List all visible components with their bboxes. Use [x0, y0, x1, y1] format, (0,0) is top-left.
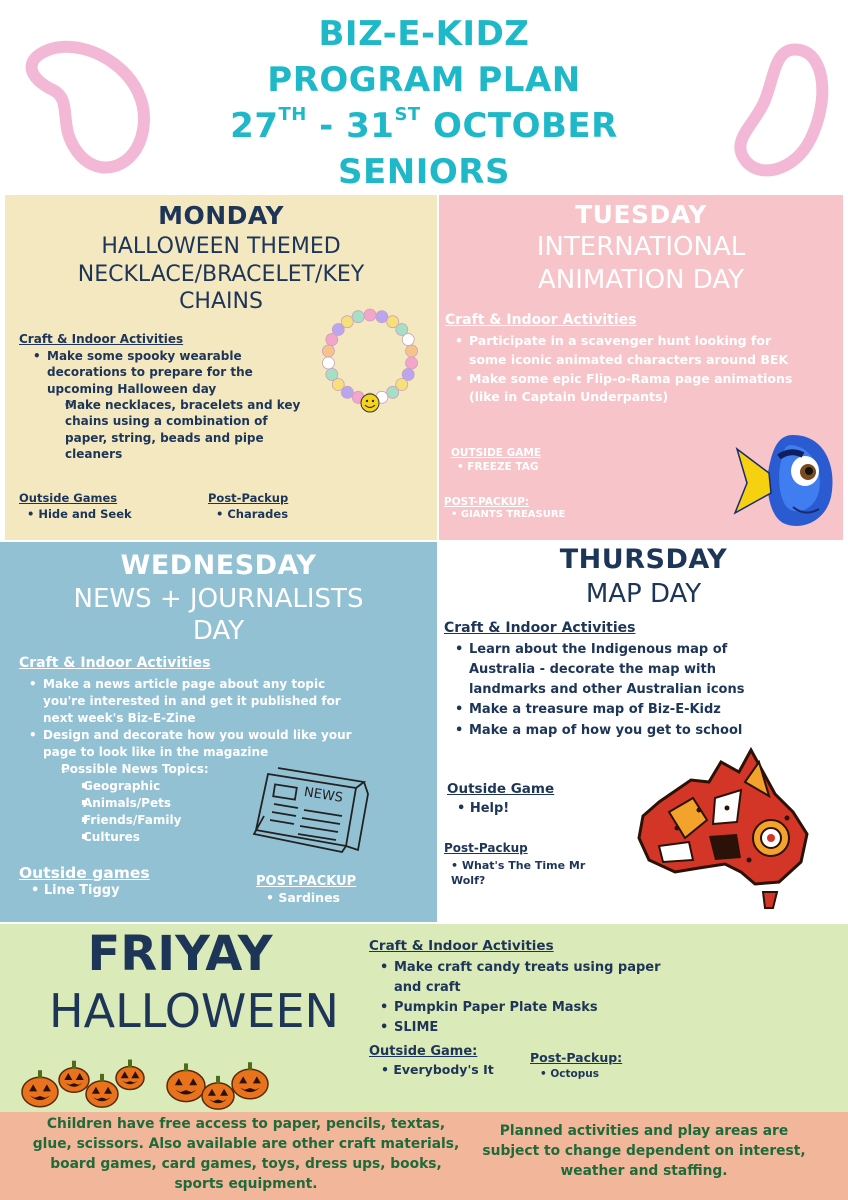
monday-theme-line: CHAINS: [179, 289, 263, 315]
monday-title: MONDAY: [158, 201, 284, 230]
bead-icon: [352, 311, 364, 323]
australia-map-icon: [629, 742, 819, 917]
bead-icon: [376, 311, 388, 323]
friday-title: FRIYAY: [87, 926, 273, 982]
date-start-suffix: TH: [278, 104, 307, 125]
wednesday-panel: [0, 542, 437, 922]
date-end: - 31: [306, 106, 395, 146]
header-group: SENIORS: [338, 152, 510, 192]
footer-access-note: Children have free access to paper, pencils, textas, glue, scissors. Also available are other craft materials, board games, card games, toys, dress ups, books, sports equipment.: [32, 1116, 460, 1192]
thursday-craft-list: [455, 640, 785, 741]
header-title: BIZ-E-KIDZ: [318, 14, 530, 54]
list-item: • Make a treasure map of Biz-E-Kidz: [455, 700, 785, 720]
thursday-outside-heading: Outside Game: [447, 781, 555, 797]
friday-theme: HALLOWEEN: [49, 984, 339, 1038]
bead-bracelet-icon: [317, 307, 423, 417]
bead-icon: [364, 309, 376, 321]
pumpkin-icon: [86, 1074, 118, 1107]
tuesday-craft-heading: Craft & Indoor Activities: [445, 312, 637, 328]
date-start: 27: [230, 106, 279, 146]
monday-panel: [5, 195, 437, 540]
thursday-theme: [439, 578, 848, 611]
pumpkin-icon: [202, 1076, 234, 1109]
monday-theme-line: NECKLACE/BRACELET/KEY: [77, 261, 365, 287]
bead-icon: [341, 316, 353, 328]
monday-theme-line: HALLOWEEN THEMED: [101, 234, 341, 259]
thursday-craft-heading: Craft & Indoor Activities: [444, 620, 636, 636]
pumpkin-icon: [167, 1063, 205, 1101]
tuesday-post-heading: POST-PACKUP:: [444, 496, 530, 508]
wednesday-post-heading: POST-PACKUP: [256, 874, 357, 889]
wednesday-outside-heading: Outside games: [19, 864, 150, 882]
date-end-suffix: ST: [394, 104, 421, 125]
list-item: • Make some epic Flip-o-Rama page animations (like in Captain Underpants): [455, 370, 795, 408]
wednesday-post-item: • Sardines: [266, 890, 340, 905]
monday-craft-heading: Craft & Indoor Activities: [19, 332, 184, 346]
monday-outside-heading: Outside Games: [19, 491, 118, 505]
friday-craft-list: [380, 958, 690, 1039]
list-item: • Make some spooky wearable decorations to prepare for the upcoming Halloween day: [33, 348, 313, 397]
pumpkin-icon: [116, 1060, 144, 1090]
thursday-post-heading: Post-Packup: [444, 841, 528, 855]
bead-icon: [326, 368, 338, 380]
tuesday-post-item: • GIANTS TREASURE: [451, 509, 565, 520]
tuesday-theme-line: INTERNATIONAL: [536, 232, 746, 262]
bead-icon: [322, 345, 334, 357]
pumpkin-icon: [232, 1062, 268, 1099]
bead-icon: [387, 386, 399, 398]
list-item: ○ Possible News Topics:: [29, 761, 359, 778]
thursday-title: THURSDAY: [559, 544, 728, 575]
list-item: • Make a map of how you get to school: [455, 721, 785, 741]
list-item: • Make a news article page about any topic you're interested in and get it published for next week's Biz-E-Zine: [29, 676, 359, 727]
list-item: • Participate in a scavenger hunt looking for some iconic animated characters around BEK: [455, 332, 795, 370]
footer: [0, 1112, 848, 1200]
tuesday-theme: [439, 231, 843, 297]
newspaper-label: NEWS: [302, 784, 344, 806]
monday-outside-item: • Hide and Seek: [27, 507, 132, 521]
bead-icon: [322, 357, 334, 369]
thursday-outside-item: • Help!: [457, 801, 509, 816]
tuesday-title: TUESDAY: [575, 200, 707, 229]
bead-icon: [402, 334, 414, 346]
thursday-theme-line: MAP DAY: [585, 579, 702, 609]
wednesday-theme-line: DAY: [192, 615, 245, 646]
friday-panel: [0, 924, 848, 1112]
monday-post-item: • Charades: [216, 507, 288, 521]
friday-post-item: • Octopus: [540, 1068, 599, 1080]
thursday-post-item: • What's The Time Mr Wolf?: [451, 858, 591, 889]
friday-outside-item: • Everybody's It: [381, 1062, 494, 1077]
friday-outside-heading: Outside Game:: [369, 1044, 478, 1059]
wednesday-title: WEDNESDAY: [120, 550, 317, 581]
list-item: ▪ Friends/Family: [29, 812, 359, 829]
friday-craft-heading: Craft & Indoor Activities: [369, 938, 554, 954]
header-subtitle: PROGRAM PLAN: [267, 60, 581, 100]
list-item: • Pumpkin Paper Plate Masks: [380, 998, 690, 1018]
list-item: • Design and decorate how you would like your page to look like in the magazine: [29, 727, 359, 761]
wednesday-outside-item: • Line Tiggy: [31, 883, 120, 898]
monday-theme: [5, 233, 437, 316]
wednesday-theme-line: NEWS + JOURNALISTS: [73, 584, 364, 614]
tuesday-outside-heading: OUTSIDE GAME: [451, 447, 541, 459]
monday-post-heading: Post-Packup: [208, 491, 289, 505]
list-item: ▪ Cultures: [29, 829, 359, 846]
pumpkin-icon: [59, 1061, 89, 1093]
newspaper-icon: [248, 764, 373, 856]
list-item: • Learn about the Indigenous map of Australia - decorate the map with landmarks and other Australian icons: [455, 640, 785, 700]
tuesday-outside-item: • FREEZE TAG: [457, 461, 539, 473]
blue-fish-icon: [733, 427, 843, 537]
list-item: ○ Make necklaces, bracelets and key chains using a combination of paper, string, beads and pipe cleaners: [33, 397, 313, 462]
list-item: • Make craft candy treats using paper and craft: [380, 958, 690, 998]
bead-icon: [406, 345, 418, 357]
wednesday-craft-heading: Craft & Indoor Activities: [19, 655, 211, 671]
thursday-panel: [439, 542, 848, 922]
bead-icon: [406, 357, 418, 369]
pumpkin-icon: [22, 1070, 58, 1107]
footer-disclaimer: Planned activities and play areas are subject to change dependent on interest, weather and staffing.: [482, 1123, 806, 1179]
tuesday-theme-line: ANIMATION DAY: [537, 265, 745, 296]
pumpkins-icon: [18, 1040, 278, 1112]
wednesday-theme: [0, 584, 437, 647]
tuesday-craft-list: [455, 332, 795, 407]
tuesday-panel: [439, 195, 843, 540]
list-item: ▪ Animals/Pets: [29, 795, 359, 812]
friday-post-heading: Post-Packup:: [530, 1050, 623, 1065]
date-month: OCTOBER: [420, 106, 618, 146]
header-dates: [0, 106, 848, 146]
list-item: ▪ Geographic: [29, 778, 359, 795]
monday-craft-list: [33, 348, 313, 462]
list-item: • SLIME: [380, 1018, 690, 1038]
